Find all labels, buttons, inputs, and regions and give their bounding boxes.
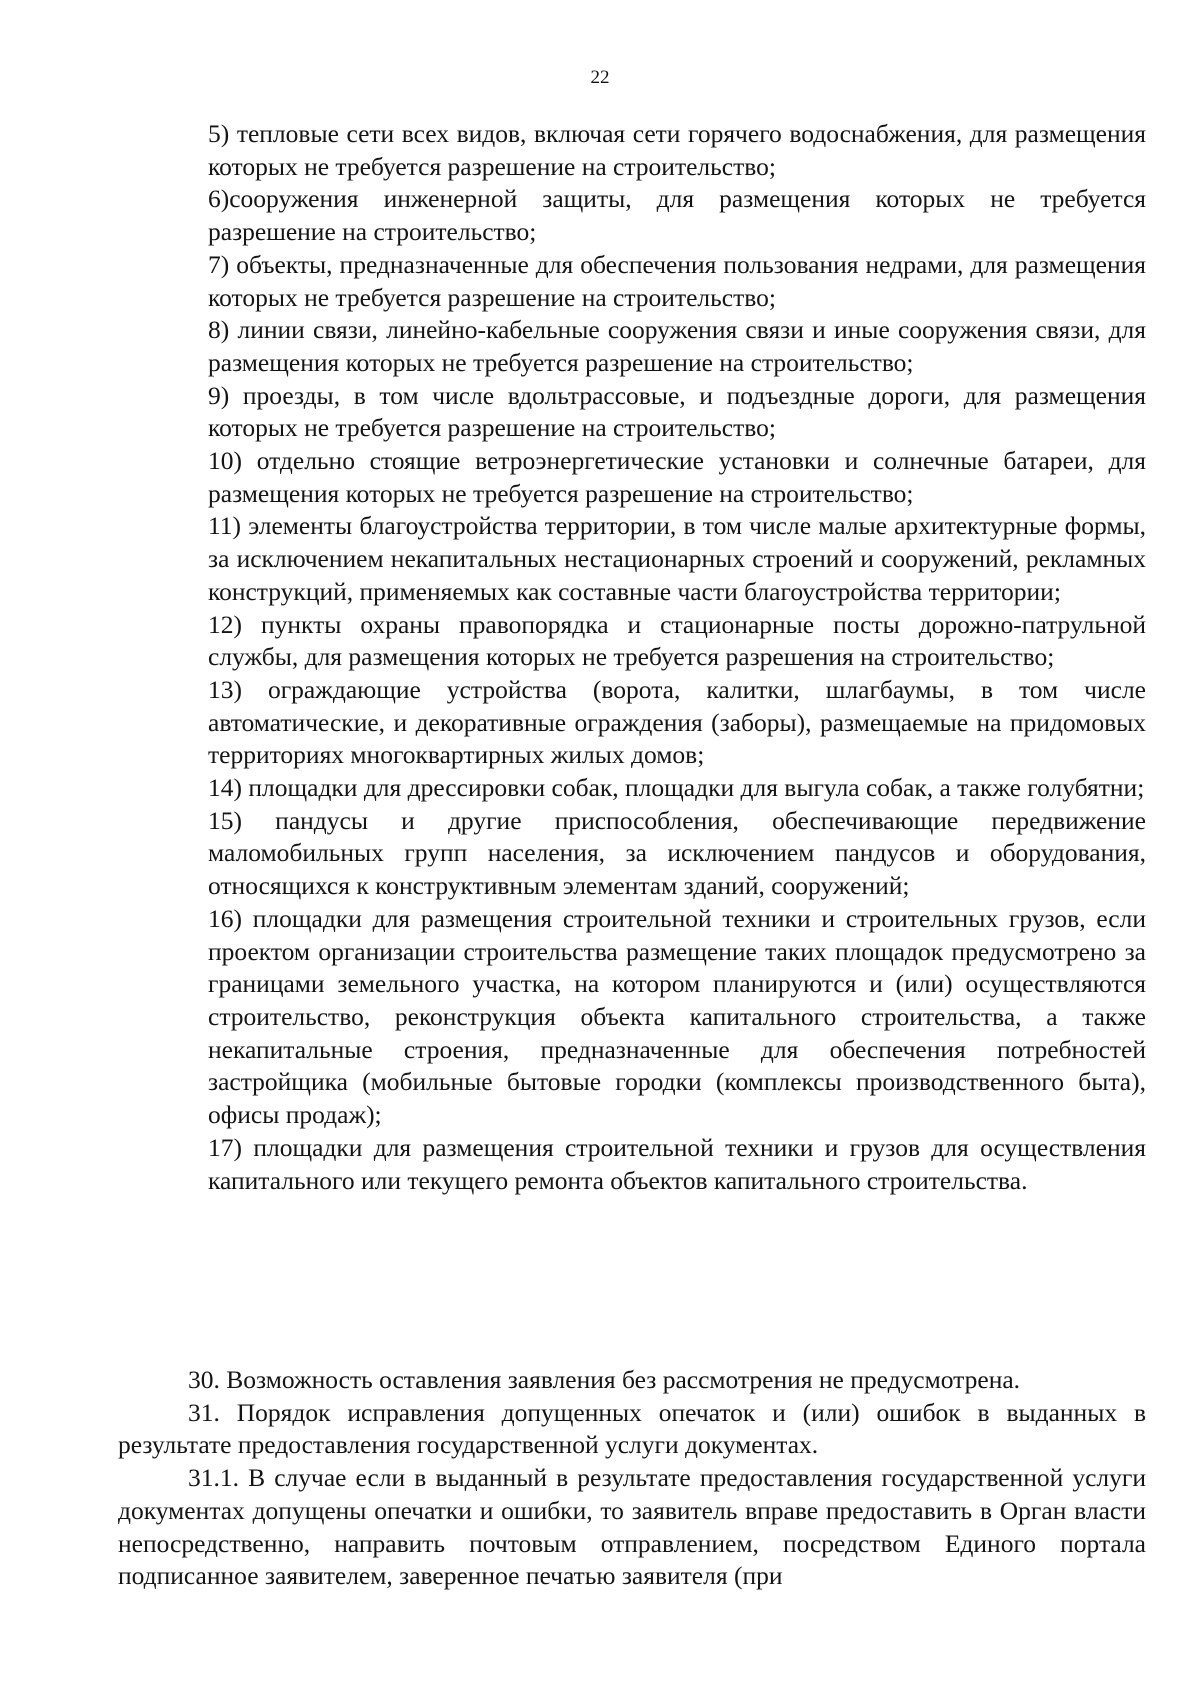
list-item: 8) линии связи, линейно-кабельные сооружения связи и иные сооружения связи, для размещения которых не требуется разрешение на строительство;	[208, 315, 1146, 377]
list-item: 13) ограждающие устройства (ворота, калитки, шлагбаумы, в том числе автоматические, и декоративные ограждения (заборы), размещаемые на придомовых территориях многоквартирных жилых домов;	[208, 674, 1146, 770]
object-list	[208, 118, 1146, 1197]
list-item: 6)сооружения инженерной защиты, для размещения которых не требуется разрешение на строительство;	[208, 184, 1146, 247]
list-item: 15) пандусы и другие приспособления, обеспечивающие передвижение маломобильных групп населения, за исключением пандусов и оборудования, относящихся к конструктивным элементам зданий, сооружений;	[208, 805, 1146, 901]
page-number: 22	[590, 67, 610, 88]
list-item: 12) пункты охраны правопорядка и стационарные посты дорожно-патрульной службы, для размещения которых не требуется разрешения на строительство;	[208, 609, 1146, 672]
paragraph: 31.1. В случае если в выданный в результате предоставления государственной услуги документах допущены опечатки и ошибки, то заявитель вправе предоставить в Орган власти непосредственно, направить почтовым отправлением, посредством Единого портала подписанное заявителем, заверенное печатью заявителя (при	[118, 1463, 1146, 1591]
body-text	[118, 1364, 1146, 1593]
paragraph: 31. Порядок исправления допущенных опечаток и (или) ошибок в выданных в результате предоставления государственной услуги документах.	[118, 1397, 1146, 1460]
list-item: 9) проезды, в том числе вдольтрассовые, и подъездные дороги, для размещения которых не требуется разрешение на строительство;	[208, 380, 1146, 443]
list-item: 14) площадки для дрессировки собак, площадки для выгула собак, а также голубятни;	[208, 773, 1145, 803]
list-item: 11) элементы благоустройства территории, в том числе малые архитектурные формы, за исключением некапитальных нестационарных строений и сооружений, рекламных конструкций, применяемых как составные части благоустройства территории;	[208, 511, 1146, 606]
paragraph: 30. Возможность оставления заявления без рассмотрения не предусмотрена.	[188, 1365, 1021, 1394]
list-item: 17) площадки для размещения строительной техники и грузов для осуществления капитального или текущего ремонта объектов капитального строительства.	[208, 1132, 1146, 1195]
list-item: 10) отдельно стоящие ветроэнергетические установки и солнечные батареи, для размещения которых не требуется разрешение на строительство;	[208, 446, 1146, 508]
list-item: 16) площадки для размещения строительной техники и строительных грузов, если проектом организации строительства размещение таких площадок предусмотрено за границами земельного участка, на котором планируются и (или) осуществляются строительство, реконструкция объекта капитального строительства, а также некапитальные строения, предназначенные для обеспечения потребностей застройщика (мобильные бытовые городки (комплексы производственного быта), офисы продаж);	[208, 903, 1146, 1130]
list-item: 7) объекты, предназначенные для обеспечения пользования недрами, для размещения которых не требуется разрешение на строительство;	[208, 249, 1146, 312]
list-item: 5) тепловые сети всех видов, включая сети горячего водоснабжения, для размещения которых не требуется разрешение на строительство;	[208, 119, 1146, 181]
